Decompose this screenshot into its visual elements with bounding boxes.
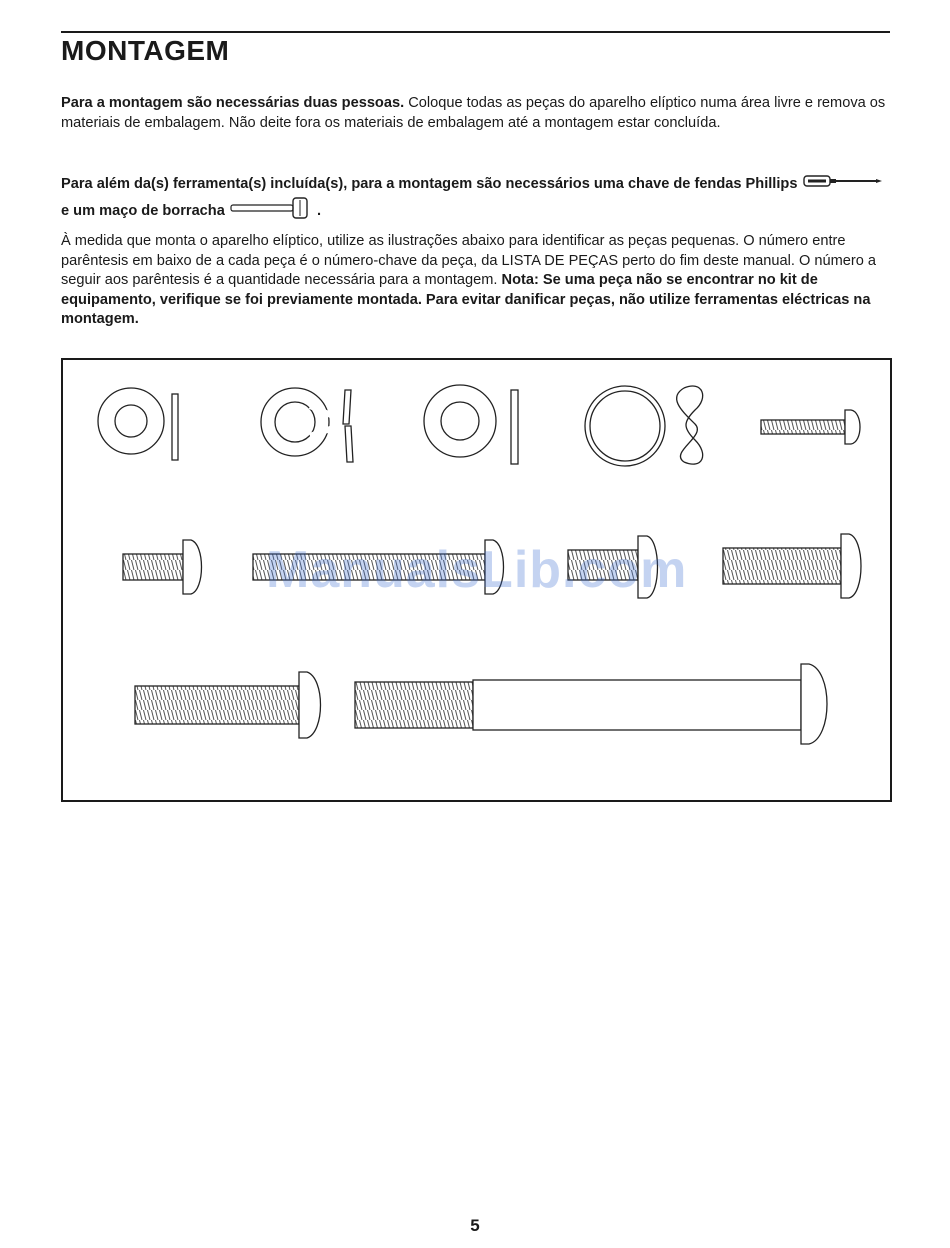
header-rule xyxy=(61,31,890,33)
thick-bolt-icon xyxy=(723,534,861,598)
split-lock-washer-icon xyxy=(261,388,353,462)
phillips-screwdriver-icon xyxy=(802,173,884,196)
rubber-mallet-icon xyxy=(229,196,313,227)
tools-text-1: Para além da(s) ferramenta(s) incluída(s), para a montagem são necessários uma chave de fendas Phillips xyxy=(61,176,798,193)
intro-paragraph-1 xyxy=(61,94,886,133)
tools-text-end: . xyxy=(316,202,322,219)
small-screw-icon xyxy=(761,410,860,444)
page-number: 5 xyxy=(470,1216,480,1235)
intro-p3-note: Nota: Se uma peça não se encontrar no kit de equipamento, verifique se foi previamente montada. Para evitar danificar peças, não utilize ferramentas eléctricas na montagem. xyxy=(61,272,871,328)
intro-paragraph-2 xyxy=(61,173,886,226)
tools-text-2: e um maço de borracha xyxy=(61,202,225,219)
intro-p1-bold: Para a montagem são necessárias duas pessoas. xyxy=(61,95,405,111)
hex-bolt-icon xyxy=(135,672,321,738)
intro-paragraph-3 xyxy=(61,232,886,330)
watermark: ManualsLib.com xyxy=(266,541,688,599)
flat-washer-icon xyxy=(98,388,178,460)
short-bolt-icon xyxy=(123,540,202,594)
shoulder-bolt-icon xyxy=(355,664,827,744)
page-title: MONTAGEM xyxy=(61,35,230,66)
large-washer-icon xyxy=(424,385,518,464)
intro-p1-text: Coloque todas as peças do aparelho elíptico numa área livre e remova os materiais de embalagem. Não deite fora os materiais de embalagem até a montagem estar concluída. xyxy=(61,95,886,131)
intro-p3-text: À medida que monta o aparelho elíptico, utilize as ilustrações abaixo para identificar as peças pequenas. O número entre parêntesis em baixo de a cada peça é o número-chave da peça, da LISTA DE PEÇAS perto do fim deste manual. O número a seguir aos parêntesis é a quantidade necessária para a montagem. xyxy=(61,233,877,289)
retaining-ring-icon xyxy=(585,386,703,466)
